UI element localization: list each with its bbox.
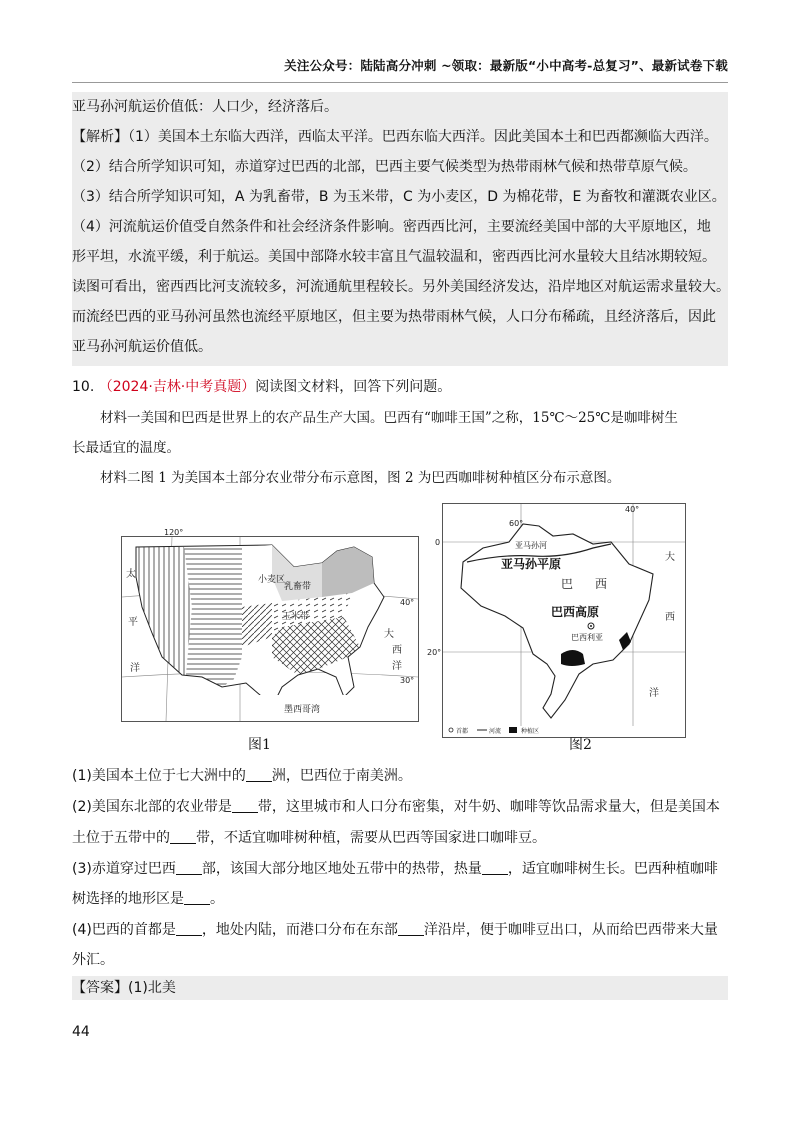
analysis-line: （2）结合所学知识可知，赤道穿过巴西的北部，巴西主要气候类型为热带雨林气候和热带草原气候。	[72, 159, 697, 175]
subquestion-2	[72, 797, 728, 817]
legend-coffee: 种植区	[521, 728, 540, 735]
river-label: 亚马孙河	[515, 541, 547, 550]
subquestion-1	[72, 766, 728, 786]
legend-river: 河流	[489, 728, 502, 735]
lat-40-label: 40°	[400, 598, 415, 607]
figure-1-caption: 图1	[248, 737, 271, 753]
q2-text-d: 带，不适宜咖啡树种植，需要从巴西等国家进口咖啡豆。	[196, 830, 546, 846]
q2-text-c: 土位于五带中的	[72, 830, 170, 846]
q3-text-d: 树选择的地形区是	[72, 891, 184, 907]
q2-blank-2[interactable]	[170, 829, 196, 844]
header-rule	[72, 82, 728, 83]
pacific-char-1: 太	[126, 569, 136, 580]
analysis-line: 而流经巴西的亚马孙河虽然也流经平原地区，但主要为热带雨林气候，人口分布稀疏，且经济落后，因此	[72, 309, 716, 325]
q4-blank-1[interactable]	[176, 921, 202, 936]
q2-text-b: 带，这里城市和人口分布密集，对牛奶、咖啡等饮品需求量大，但是美国本	[257, 799, 720, 815]
atlantic-char-3: 洋	[649, 688, 659, 699]
analysis-line: 读图可看出，密西西比河支流较多，河流通航里程较长。另外美国经济发达，沿岸地区对航运需求量较大。	[72, 279, 730, 295]
q3-text-a: (3)赤道穿过巴西	[72, 861, 176, 877]
material-1: 材料一美国和巴西是世界上的农产品生产大国。巴西有“咖啡王国”之称，15℃～25℃是咖啡树生	[100, 410, 678, 426]
atlantic-char-1: 大	[665, 552, 675, 563]
q1-text-b: 洲，巴西位于南美洲。	[271, 768, 412, 784]
subquestion-4	[72, 920, 728, 940]
analysis-line: 亚马孙河航运价值低。	[72, 339, 212, 355]
question-heading	[72, 377, 728, 397]
q4-text-c: 洋沿岸，便于咖啡豆出口，从而给巴西带来大量	[423, 922, 718, 938]
subquestion-2-cont	[72, 828, 728, 848]
q3-blank-3[interactable]	[184, 890, 210, 905]
highland-label: 巴西高原	[551, 605, 600, 619]
lon-40-label: 40°	[625, 505, 640, 514]
answer-line: 【答案】(1)北美	[72, 980, 176, 996]
question-source: （2024·吉林·中考真题）	[98, 379, 256, 395]
subquestion-3-cont	[72, 889, 728, 909]
capital-label: 巴西利亚	[571, 633, 603, 642]
lat-30-label: 30°	[400, 676, 415, 685]
question-number: 10.	[72, 379, 95, 395]
gulf-label: 墨西哥湾	[284, 705, 321, 715]
atlantic-char-1: 大	[384, 629, 394, 640]
wheat-label: 小麦区	[258, 575, 286, 585]
dairy-label: 乳畜带	[284, 582, 312, 592]
atlantic-char-3: 洋	[392, 661, 402, 672]
page-number: 44	[72, 1024, 90, 1040]
subquestion-3	[72, 859, 728, 879]
q3-text-e: 。	[210, 891, 224, 907]
q3-blank-2[interactable]	[482, 860, 508, 875]
plain-label: 亚马孙平原	[501, 557, 562, 571]
q2-text-a: (2)美国东北部的农业带是	[72, 799, 232, 815]
figure-2-caption: 图2	[569, 737, 592, 753]
lon-60-label: 60°	[509, 519, 524, 528]
material-2: 材料二图 1 为美国本土部分农业带分布示意图，图 2 为巴西咖啡树种植区分布示意图。	[100, 470, 621, 486]
legend-capital: 首都	[456, 728, 469, 735]
brazil-char-2: 西	[595, 577, 608, 591]
lat-20-label: 20°	[427, 648, 442, 657]
brazil-coffee-map	[427, 503, 686, 738]
analysis-line: 亚马孙河航运价值低：人口少，经济落后。	[72, 99, 338, 115]
analysis-line: 形平坦，水流平缓，利于航运。美国中部降水较丰富且气温较温和，密西西比河水量较大且结冰期较短。	[72, 249, 716, 265]
usa-map-svg	[122, 528, 418, 721]
material-1-cont: 长最适宜的温度。	[72, 440, 180, 456]
lat-0-label: 0	[435, 538, 441, 547]
analysis-line: （3）结合所学知识可知，A 为乳畜带，B 为玉米带，C 为小麦区，D 为棉花带，E 为畜牧和灌溉农业区。	[72, 189, 726, 205]
pacific-char-2: 平	[128, 617, 138, 628]
q3-text-c: ，适宜咖啡树生长。巴西种植咖啡	[507, 861, 718, 877]
q4-blank-2[interactable]	[398, 921, 424, 936]
q4-text-b: ，地处内陆，而港口分布在东部	[201, 922, 398, 938]
usa-agriculture-map	[121, 528, 419, 722]
q2-blank-1[interactable]	[232, 798, 258, 813]
q4-text-a: (4)巴西的首都是	[72, 922, 176, 938]
q3-blank-1[interactable]	[176, 860, 202, 875]
brazil-map-svg	[427, 504, 685, 737]
subquestion-4-cont: 外汇。	[72, 952, 114, 968]
atlantic-char-2: 西	[665, 612, 675, 623]
q3-text-b: 部，该国大部分地区地处五带中的热带，热量	[201, 861, 482, 877]
analysis-line: （4）河流航运价值受自然条件和社会经济条件影响。密西西比河，主要流经美国中部的大平原地区，地	[72, 219, 711, 235]
lon-120-label: 120°	[164, 528, 184, 537]
q1-text-a: (1)美国本土位于七大洲中的	[72, 768, 246, 784]
page-header: 关注公众号：陆陆高分冲刺 ~领取：最新版“小中高考-总复习”、最新试卷下载	[284, 58, 728, 73]
corn-label: 玉米带	[282, 612, 310, 622]
brazil-char-1: 巴	[561, 577, 574, 591]
analysis-line: 【解析】（1）美国本土东临大西洋，西临太平洋。巴西东临大西洋。因此美国本土和巴西都濒临大西洋。	[72, 129, 718, 145]
pacific-char-3: 洋	[130, 663, 140, 674]
atlantic-char-2: 西	[392, 645, 402, 656]
question-prompt: 阅读图文材料，回答下列问题。	[255, 379, 452, 395]
q1-blank[interactable]	[246, 767, 272, 782]
